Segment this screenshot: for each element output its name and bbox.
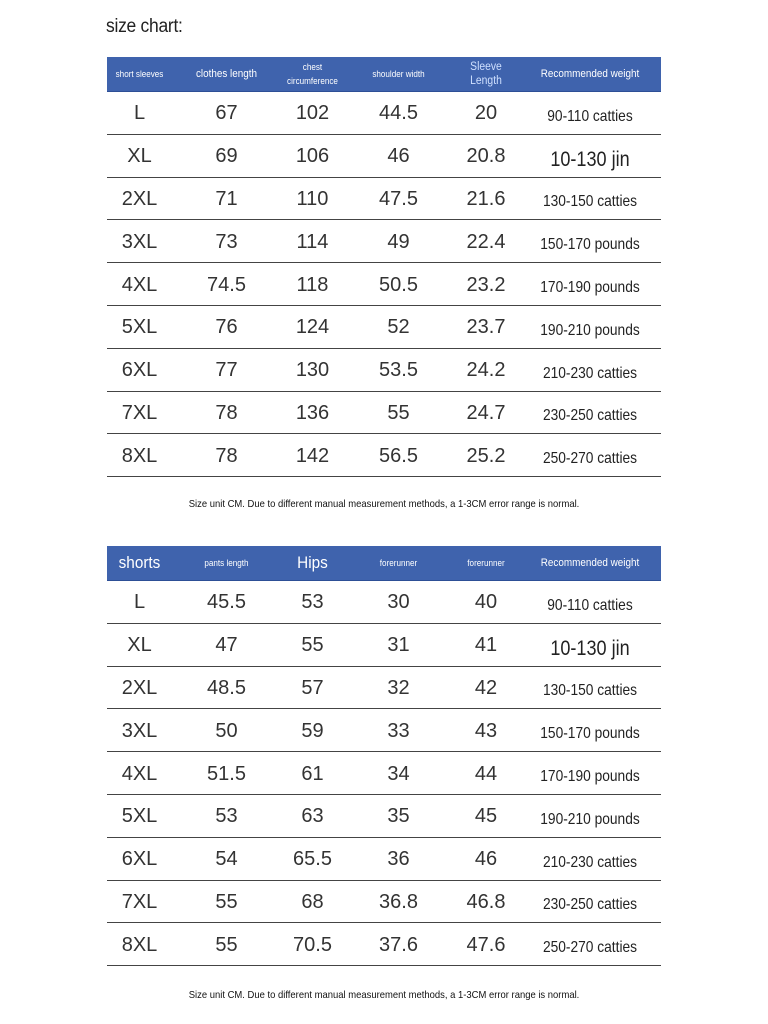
cell-col-2: 142 — [295, 444, 330, 467]
table-row — [107, 795, 661, 838]
cell-col-2: 57 — [301, 676, 324, 699]
cell-col-2: 110 — [296, 187, 329, 210]
cell-col-4: 44 — [474, 762, 498, 785]
cell-col-2: 59 — [301, 719, 324, 742]
cell-recommended-weight: 250-270 catties — [542, 450, 638, 468]
cell-size: 4XL — [121, 762, 158, 785]
cell-col-3: 33 — [387, 719, 410, 742]
cell-recommended-weight: 190-210 pounds — [540, 810, 640, 828]
cell-col-4: 41 — [474, 634, 498, 657]
cell-col-3: 52 — [387, 316, 410, 339]
cell-col-2: 70.5 — [293, 933, 332, 956]
cell-col-3: 56.5 — [379, 444, 418, 467]
cell-col-1: 67 — [215, 102, 238, 125]
bottom-table-note: Size unit CM. Due to different manual measurement methods, a 1-3CM error range is normal. — [188, 989, 580, 1001]
cell-size: 5XL — [121, 805, 158, 828]
header-forerunner-1: forerunner — [379, 558, 418, 568]
cell-size: 8XL — [121, 933, 158, 956]
cell-col-2: 61 — [301, 762, 324, 785]
table-row — [107, 92, 661, 135]
table-row — [107, 220, 661, 263]
cell-col-1: 76 — [215, 316, 238, 339]
cell-col-3: 55 — [387, 401, 410, 424]
page-title: size chart: — [106, 16, 183, 37]
cell-col-4: 46.8 — [466, 890, 506, 913]
cell-col-4: 20.8 — [466, 145, 506, 168]
cell-col-4: 40 — [474, 591, 498, 614]
cell-col-1: 78 — [215, 401, 238, 424]
cell-col-2: 63 — [301, 805, 324, 828]
cell-col-2: 124 — [295, 316, 330, 339]
bottom-size-table — [107, 546, 661, 966]
table-row — [107, 306, 661, 349]
cell-size: 5XL — [121, 316, 158, 339]
cell-col-1: 45.5 — [207, 591, 246, 614]
cell-recommended-weight: 170-190 pounds — [540, 768, 640, 786]
cell-col-3: 36 — [387, 848, 410, 871]
cell-col-3: 53.5 — [379, 359, 418, 382]
header-shoulder-width: shoulder width — [372, 69, 425, 79]
table-row — [107, 881, 661, 924]
header-short-sleeves: short sleeves — [115, 69, 164, 79]
header-chest-circumference: chest circumference — [287, 62, 338, 86]
cell-col-4: 45 — [474, 805, 498, 828]
cell-recommended-weight: 230-250 catties — [542, 407, 638, 425]
cell-recommended-weight: 10-130 jin — [550, 636, 630, 660]
cell-size: 3XL — [121, 719, 158, 742]
cell-col-1: 73 — [215, 230, 238, 253]
cell-col-2: 53 — [301, 591, 324, 614]
table-row — [107, 392, 661, 435]
cell-col-2: 55 — [301, 634, 324, 657]
cell-size: L — [133, 102, 146, 125]
cell-col-1: 50 — [215, 719, 238, 742]
table-row — [107, 581, 661, 624]
cell-col-2: 130 — [295, 359, 330, 382]
cell-recommended-weight: 90-110 catties — [547, 107, 633, 125]
cell-col-1: 78 — [215, 444, 238, 467]
cell-size: 7XL — [121, 401, 158, 424]
cell-col-4: 46 — [474, 848, 498, 871]
cell-recommended-weight: 230-250 catties — [542, 896, 638, 914]
table-row — [107, 349, 661, 392]
cell-col-2: 102 — [295, 102, 330, 125]
cell-col-3: 49 — [387, 230, 410, 253]
cell-col-4: 24.7 — [466, 401, 506, 424]
cell-size: 6XL — [121, 848, 158, 871]
table-row — [107, 624, 661, 667]
table-row — [107, 434, 661, 477]
cell-col-1: 51.5 — [207, 762, 246, 785]
cell-col-1: 53 — [215, 805, 238, 828]
cell-col-3: 31 — [387, 634, 410, 657]
cell-col-2: 118 — [296, 273, 329, 296]
table-row — [107, 752, 661, 795]
top-table-note: Size unit CM. Due to different manual measurement methods, a 1-3CM error range is normal. — [188, 498, 580, 510]
header-recommended-weight: Recommended weight — [540, 68, 640, 80]
cell-size: 6XL — [121, 359, 158, 382]
cell-recommended-weight: 170-190 pounds — [540, 279, 640, 297]
cell-col-4: 24.2 — [466, 359, 506, 382]
cell-size: 3XL — [121, 230, 158, 253]
cell-recommended-weight: 210-230 catties — [542, 853, 638, 871]
table-row — [107, 263, 661, 306]
cell-col-1: 47 — [215, 634, 238, 657]
cell-col-1: 55 — [215, 890, 238, 913]
table-row — [107, 838, 661, 881]
cell-recommended-weight: 150-170 pounds — [540, 725, 640, 743]
cell-col-2: 114 — [296, 230, 329, 253]
header-sleeve-length: Sleeve Length — [470, 61, 502, 87]
table-row — [107, 135, 661, 178]
cell-size: L — [133, 591, 146, 614]
cell-col-4: 23.2 — [466, 273, 506, 296]
cell-recommended-weight: 190-210 pounds — [540, 321, 640, 339]
cell-size: 4XL — [121, 273, 158, 296]
cell-recommended-weight: 250-270 catties — [542, 939, 638, 957]
header-shorts: shorts — [118, 553, 161, 572]
cell-recommended-weight: 130-150 catties — [542, 682, 638, 700]
cell-col-2: 68 — [301, 890, 324, 913]
table-row — [107, 709, 661, 752]
bottom-table-header — [107, 546, 661, 581]
top-table-header — [107, 57, 661, 92]
cell-size: 2XL — [121, 187, 158, 210]
cell-recommended-weight: 150-170 pounds — [540, 236, 640, 254]
cell-col-2: 136 — [295, 401, 330, 424]
cell-size: 2XL — [121, 676, 158, 699]
top-size-table — [107, 57, 661, 477]
cell-col-3: 30 — [387, 591, 410, 614]
cell-col-3: 44.5 — [379, 102, 418, 125]
cell-col-3: 50.5 — [379, 273, 418, 296]
cell-col-4: 42 — [474, 676, 498, 699]
cell-recommended-weight: 90-110 catties — [547, 596, 633, 614]
cell-size: XL — [127, 634, 152, 657]
cell-col-4: 43 — [474, 719, 498, 742]
cell-col-3: 32 — [387, 676, 410, 699]
cell-col-3: 46 — [387, 145, 410, 168]
cell-col-3: 35 — [387, 805, 410, 828]
cell-col-3: 36.8 — [379, 890, 418, 913]
cell-col-3: 34 — [387, 762, 410, 785]
cell-size: 7XL — [121, 890, 158, 913]
cell-recommended-weight: 210-230 catties — [542, 364, 638, 382]
cell-col-4: 21.6 — [466, 187, 506, 210]
header-pants-length: pants length — [204, 558, 249, 568]
cell-col-1: 54 — [215, 848, 238, 871]
cell-col-2: 106 — [295, 145, 330, 168]
cell-col-4: 22.4 — [466, 230, 506, 253]
cell-col-1: 77 — [215, 359, 238, 382]
cell-recommended-weight: 10-130 jin — [550, 147, 630, 171]
cell-size: XL — [127, 145, 152, 168]
cell-recommended-weight: 130-150 catties — [542, 193, 638, 211]
cell-col-4: 25.2 — [466, 444, 506, 467]
cell-col-3: 47.5 — [379, 187, 418, 210]
header-clothes-length: clothes length — [195, 68, 258, 80]
cell-col-1: 48.5 — [207, 676, 246, 699]
cell-col-4: 47.6 — [466, 933, 506, 956]
cell-size: 8XL — [121, 444, 158, 467]
table-row — [107, 178, 661, 221]
cell-col-2: 65.5 — [293, 848, 332, 871]
header-forerunner-2: forerunner — [467, 558, 505, 568]
cell-col-1: 71 — [215, 187, 238, 210]
table-row — [107, 923, 661, 966]
header-recommended-weight: Recommended weight — [540, 557, 640, 569]
cell-col-3: 37.6 — [379, 933, 418, 956]
cell-col-1: 74.5 — [207, 273, 246, 296]
cell-col-4: 20 — [474, 102, 498, 125]
cell-col-4: 23.7 — [466, 316, 506, 339]
cell-col-1: 55 — [215, 933, 238, 956]
header-hips: Hips — [297, 553, 328, 572]
table-row — [107, 667, 661, 710]
cell-col-1: 69 — [215, 145, 238, 168]
